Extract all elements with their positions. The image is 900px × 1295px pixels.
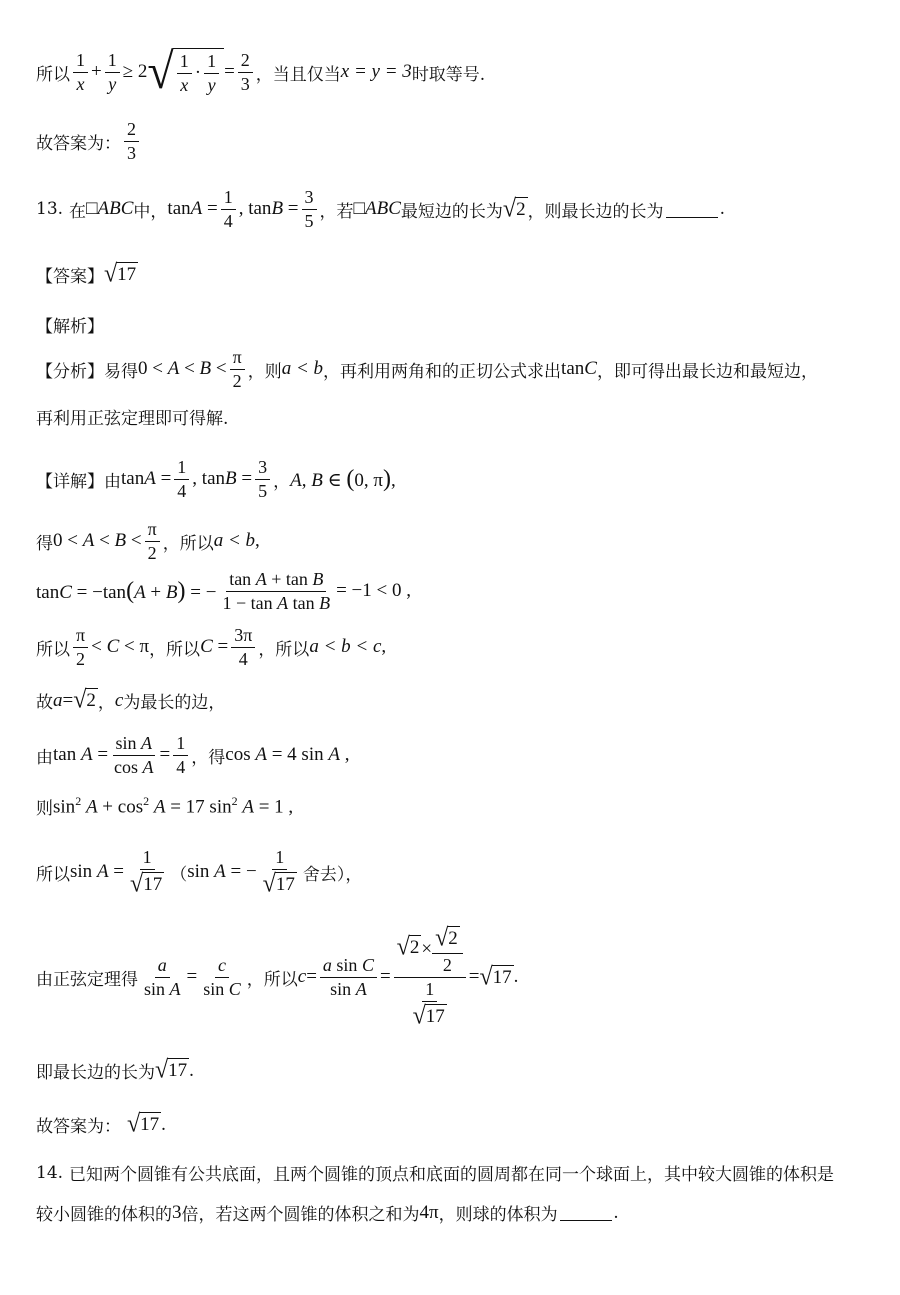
detail-line-1: 【详解】 由 tanA = $\frac{1}{4}$ , tanB = $\frac{3}{5}$ ， A, B ∈ (0, π),	[36, 457, 396, 501]
answer-label: 【答案】	[36, 267, 104, 287]
text: ，所以	[149, 639, 201, 660]
analysis-line-1: 【分析】 易得 0 < A < B < $\frac{\pi}{2}$ ，则 a < b ，再利用两角和的正切公式求出 tanC ，即可得出最长边和最短边，	[36, 347, 818, 391]
step-5: 由 tan A = $\frac{\text{sin A}}{\text{cos A}}$ = $\frac{1}{4}$ ，得 cos A = 4 sin A ,	[36, 733, 350, 777]
text: ，则球的体积为	[438, 1205, 558, 1225]
analysis-heading	[36, 312, 104, 337]
text: 在	[69, 201, 87, 222]
question-13: 13. 在 □ABC 中， tanA = $\frac{1}{4}$ , tanB = $\frac{3}{5}$ ，若 □ABC 最短边的长为 √ 2 ，则最长边的长为 .	[36, 187, 725, 231]
fraction: $\frac{1}{x}$	[73, 51, 88, 94]
question-14-line-2: 较小圆锥的体积的 3 倍，若这两个圆锥的体积之和为 4π ，则球的体积为 .	[36, 1201, 619, 1225]
answer-blank	[666, 201, 718, 218]
text: ，再利用两角和的正切公式求出	[323, 361, 562, 382]
triangle-label: □ABC	[86, 198, 134, 220]
answer-label: 故答案为：	[36, 133, 121, 154]
text: ，所以	[258, 639, 310, 660]
question-number: 14.	[36, 1162, 64, 1183]
fraction: $\frac{2}{3}$	[238, 51, 253, 94]
text: 中，	[133, 201, 168, 222]
text: 已知两个圆锥有公共底面，且两个圆锥的顶点和底面的圆周都在同一个球面上，其中较大圆锥的体积是	[69, 1165, 835, 1185]
analysis-line-2	[36, 404, 228, 429]
text: 最短边的长为	[400, 201, 503, 222]
text-prefix: 所以	[36, 64, 70, 85]
answer-fraction: $\frac{2}{3}$	[124, 120, 139, 163]
compound-fraction: √ 2 × √ 2 2 1 √ 17	[394, 926, 466, 1028]
answer-13	[36, 262, 138, 287]
sqrt-expression: √ $\frac{1}{x}$ · $\frac{1}{y}$	[147, 48, 224, 96]
text: 为最长的边，	[123, 693, 226, 713]
text: 易得	[104, 361, 138, 382]
text: .	[719, 199, 725, 220]
text: 由正弦定理得	[36, 969, 138, 990]
answer-12	[36, 120, 142, 163]
text: ，所以	[162, 533, 214, 554]
text: 所以	[36, 864, 70, 885]
text: 故	[36, 693, 53, 713]
text: ，则	[247, 361, 282, 382]
text: 较小圆锥的体积的	[36, 1205, 172, 1225]
text: ，	[273, 471, 291, 492]
text: 即最长边的长为	[36, 1063, 155, 1083]
text: ，若	[319, 201, 354, 222]
text: ，所以	[246, 969, 298, 990]
text: ，	[97, 693, 115, 713]
step-1: 得 0 < A < B < $\frac{\pi}{2}$ ，所以 a < b ,	[36, 519, 260, 563]
triangle-label: □ABC	[353, 198, 401, 220]
sqrt-expression: √ 17	[104, 260, 137, 288]
step-4: 故 a = √ 2 ， c 为最长的边，	[36, 686, 226, 714]
answer-13-final: 故答案为： √ 17 .	[36, 1110, 166, 1138]
text-suffix: 时取等号.	[411, 64, 486, 85]
fraction: $\frac{1}{y}$	[105, 51, 120, 94]
text: 则	[36, 799, 53, 819]
text-cond: ，当且仅当	[255, 64, 341, 85]
text: ，得	[191, 747, 226, 768]
step-3: 所以 $\frac{\pi}{2}$ < C < π ，所以 C = $\frac{3\pi}{4}$ ，所以 a < b < c ,	[36, 625, 387, 669]
text: ，即可得出最长边和最短边，	[596, 361, 818, 382]
heading-text: 【解析】	[36, 317, 104, 337]
text: 由	[36, 747, 53, 768]
math-number: 3	[172, 1201, 182, 1223]
text: 所以	[36, 639, 70, 660]
text: 由	[104, 471, 121, 492]
text-line-1: 所以 $\frac{1}{x}$ + $\frac{1}{y}$ ≥ 2 √ $\frac{1}{x}$ · $\frac{1}{y}$ = $\frac{2}{3}$ ，当且仅当 x = y = 3 时取等号.	[36, 43, 486, 100]
text: 再利用正弦定理即可得解.	[36, 409, 229, 429]
text: （	[170, 864, 188, 885]
step-6: 则 $\sin^2 A + \cos^2 A = 17$ $\sin^2 A = 1$ ,	[36, 794, 294, 819]
math-cond: x = y = 3	[340, 61, 412, 82]
step-2: tanC = −tan(A + B) = − $\frac{\text{tan A + tan B}}{\text{1 − tan A tan B}}$ = −1 < 0 ,	[36, 569, 411, 613]
answer-label: 故答案为：	[36, 1117, 121, 1137]
section-label: 【详解】	[36, 471, 104, 492]
answer-blank	[560, 1204, 612, 1221]
section-label: 【分析】	[36, 361, 104, 382]
text: ，则最长边的长为	[527, 201, 664, 222]
math-value: 4π	[419, 1201, 439, 1223]
step-8: 由正弦定理得 $\frac{a}{\text{sin A}}$ = $\frac{c}{\text{sin C}}$ ，所以 c = $\frac{\text{a sin C}}{\text{sin A}}$ = √ 2 × √ 2 2 1 √ 17 = √ 17 .	[36, 924, 519, 1030]
question-number: 13.	[36, 199, 64, 220]
text: 倍，若这两个圆锥的体积之和为	[181, 1205, 420, 1225]
question-14-line-1	[36, 1160, 834, 1185]
step-7: 所以 sin A = 1 √ 17 （ sin A = − 1 √ 17 舍去），	[36, 847, 363, 898]
step-9: 即最长边的长为 √ 17 .	[36, 1056, 194, 1084]
text: 得	[36, 533, 53, 554]
text: 舍去），	[302, 864, 363, 885]
sqrt-expression: √ 2	[502, 195, 526, 223]
